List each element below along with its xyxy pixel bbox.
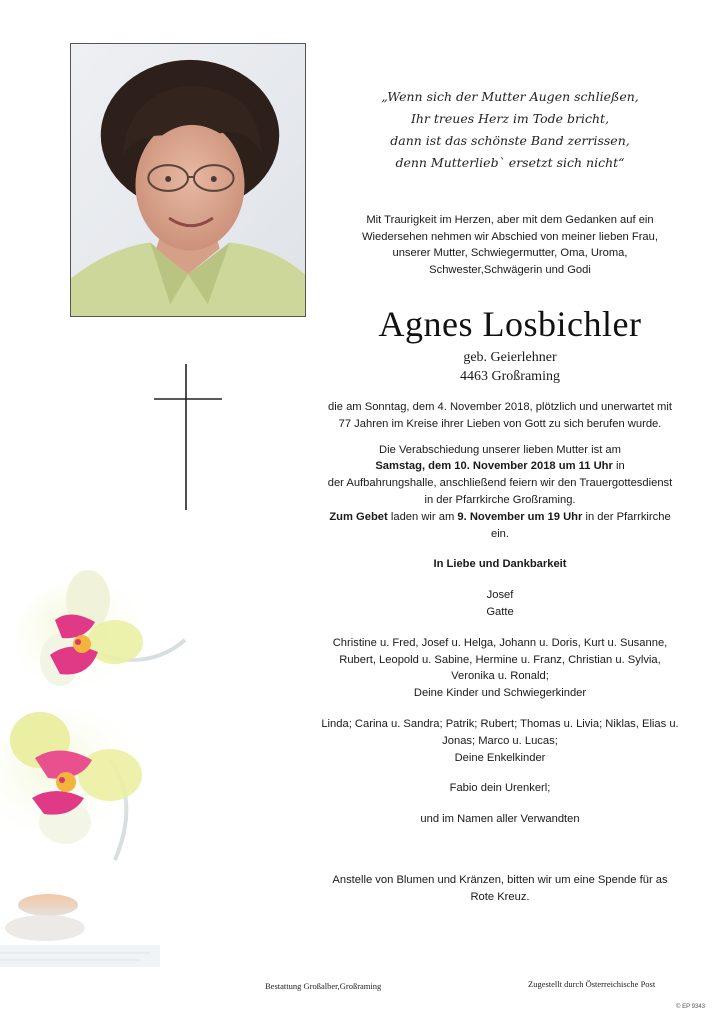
- farewell-date-suffix: in: [612, 460, 625, 473]
- intro-line: Wiedersehen nehmen wir Abschied von meiner lieben Frau,: [361, 230, 658, 243]
- birth-name: geb. Geierlehner: [463, 350, 557, 365]
- children-role: Deine Kinder und Schwiegerkinder: [413, 687, 587, 700]
- mourners-heading-text: In Liebe und Dankbarkeit: [433, 558, 567, 571]
- intro-line: Schwester,Schwägerin und Godi: [429, 263, 591, 276]
- farewell-date: [285, 458, 715, 475]
- children-line: Rubert, Leopold u. Sabine, Hermine u. Franz, Christian u. Sylvia,: [339, 653, 661, 666]
- delivery-note: Zugestellt durch Österreichische Post: [528, 979, 656, 989]
- prayer-end: ein.: [490, 527, 510, 540]
- portrait-image: [71, 44, 305, 316]
- spouse-role: Gatte: [486, 605, 514, 618]
- death-notice-line: 77 Jahren im Kreise ihrer Lieben von Gott zu sich berufen wurde.: [338, 417, 662, 430]
- grandchildren-line: Jonas; Marco u. Lucas;: [442, 734, 558, 747]
- spouse-name: Josef: [486, 589, 514, 602]
- farewell-line: in der Pfarrkirche Großraming.: [424, 493, 576, 506]
- mourners-heading: [285, 556, 715, 573]
- farewell-line: der Aufbahrungshalle, anschließend feiern wir den Trauergottesdienst: [327, 477, 673, 490]
- prayer-date: 9. November um 19 Uhr: [457, 510, 583, 523]
- grandchildren-role: Deine Enkelkinder: [454, 751, 546, 764]
- donation-line: Rote Kreuz.: [470, 890, 530, 903]
- donation-line: Anstelle von Blumen und Kränzen, bitten wir um eine Spende für as: [332, 873, 668, 886]
- cross-icon: [152, 362, 224, 512]
- relatives-line: und im Namen aller Verwandten: [420, 813, 580, 826]
- intro-line: unserer Mutter, Schwiegermutter, Oma, Uroma,: [392, 247, 628, 259]
- intro-text: [330, 212, 690, 278]
- deceased-name: Agnes Losbichler: [378, 304, 642, 344]
- portrait-photo: [70, 43, 306, 317]
- quote-line: „Wenn sich der Mutter Augen schließen,: [381, 89, 639, 104]
- great-grandchild: Fabio dein Urenkerl;: [449, 782, 551, 795]
- prayer-label: Zum Gebet: [329, 510, 388, 523]
- notice-body: [285, 399, 715, 906]
- prayer-mid: laden wir am: [387, 510, 458, 523]
- memorial-quote: [360, 86, 660, 174]
- stone-icon: [18, 894, 78, 916]
- orchid-decoration: [0, 560, 200, 980]
- home-town: 4463 Großraming: [460, 369, 560, 384]
- prayer-suffix: in der Pfarrkirche: [582, 510, 671, 523]
- farewell-line: Die Verabschiedung unserer lieben Mutter ist am: [379, 443, 621, 456]
- funeral-home: Bestattung Großalber,Großraming: [265, 981, 382, 991]
- print-code: © EP 9343: [676, 1004, 705, 1010]
- stone-icon: [5, 915, 85, 941]
- water-reflection: [0, 945, 160, 967]
- grandchildren-line: Linda; Carina u. Sandra; Patrik; Rubert; Thomas u. Livia; Niklas, Elias u.: [321, 717, 679, 730]
- death-notice-line: die am Sonntag, dem 4. November 2018, plötzlich und unerwartet mit: [328, 401, 672, 413]
- quote-line: denn Mutterlieb` ersetzt sich nicht“: [395, 155, 625, 170]
- farewell-date-bold: Samstag, dem 10. November 2018 um 11 Uhr: [375, 460, 613, 473]
- children-line: Veronika u. Ronald;: [451, 670, 549, 683]
- quote-line: dann ist das schönste Band zerrissen,: [390, 133, 630, 148]
- intro-line: Mit Traurigkeit im Herzen, aber mit dem Gedanken auf ein: [366, 214, 654, 226]
- birth-details: [330, 348, 690, 386]
- children-line: Christine u. Fred, Josef u. Helga, Johann u. Doris, Kurt u. Susanne,: [332, 636, 668, 649]
- quote-line: Ihr treues Herz im Tode bricht,: [410, 111, 610, 126]
- prayer-line: [285, 509, 715, 526]
